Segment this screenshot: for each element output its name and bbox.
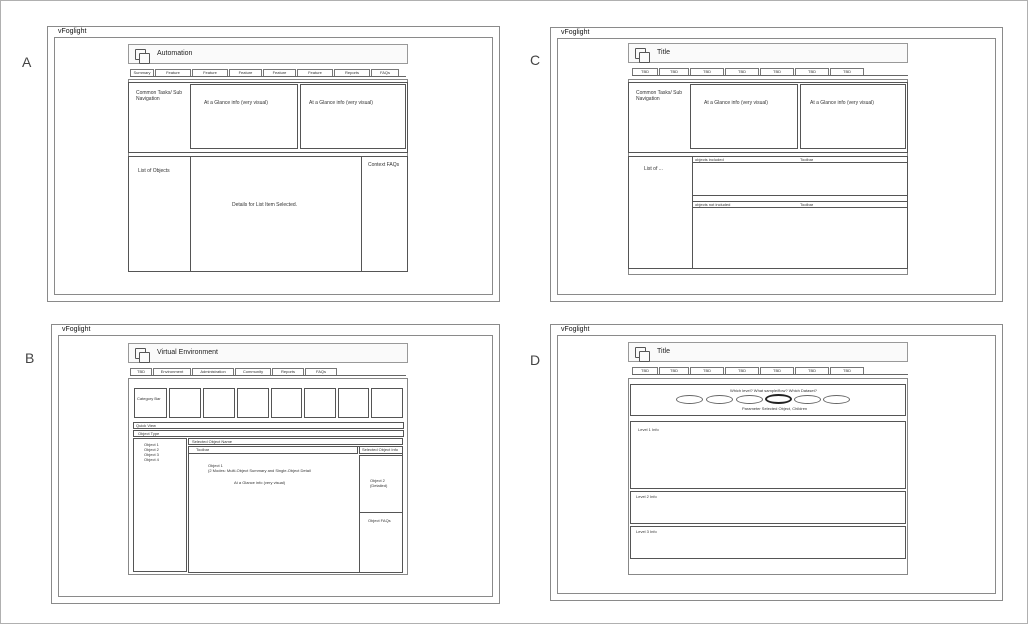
panel-a-app-title: vFoglight: [58, 28, 87, 35]
panel-a-tabs: [130, 69, 406, 77]
tab[interactable]: TBD: [659, 367, 689, 374]
object-type-label: Object Type: [138, 431, 160, 436]
tab[interactable]: TBD: [760, 367, 794, 374]
category-cell[interactable]: [371, 388, 403, 418]
option-oval[interactable]: [823, 395, 850, 404]
tab[interactable]: Summary: [130, 69, 154, 76]
option-oval[interactable]: [676, 395, 703, 404]
tab[interactable]: Administration: [192, 368, 234, 375]
panel-b-app-title: vFoglight: [62, 326, 91, 333]
object-detail-text: Object 1 (2 Modes: Multi-Object Summary and Single-Object Detail: [208, 463, 311, 473]
object-type-bar: [133, 430, 404, 437]
glance-box-2: [300, 84, 406, 149]
selector-question: Which level? What sample/flow? Which Dataset?: [730, 388, 817, 393]
panel-a-header: [128, 44, 408, 64]
level-1-box: [630, 421, 906, 489]
toolbar-bar: [188, 446, 358, 454]
panel-c-tabs: [632, 68, 908, 76]
toolbar-label: Toolbar: [800, 157, 814, 162]
tab[interactable]: Feature: [229, 69, 262, 76]
glance-label-1: At a Glance info (very visual): [704, 100, 768, 106]
tab[interactable]: TBD: [795, 68, 829, 75]
panel-d-tabs: [632, 367, 908, 375]
panel-b-header-title: Virtual Environment: [157, 349, 218, 356]
tab[interactable]: TBD: [690, 367, 724, 374]
tab[interactable]: TBD: [659, 68, 689, 75]
list-item[interactable]: Object 2: [144, 447, 159, 452]
window-icon: [635, 48, 646, 59]
tab[interactable]: Reports: [272, 368, 304, 375]
tab[interactable]: TBD: [690, 68, 724, 75]
list-item[interactable]: Object 4: [144, 457, 159, 462]
selector-caption: Parameter Selected Object, Children: [742, 406, 808, 411]
included-label: objects included: [695, 157, 724, 162]
tab[interactable]: TBD: [830, 68, 864, 75]
tab[interactable]: Community: [235, 368, 271, 375]
glance-label-2: At a Glance info (very visual): [810, 100, 874, 106]
option-oval[interactable]: [736, 395, 763, 404]
category-cell[interactable]: [338, 388, 369, 418]
level-2-box: [630, 491, 906, 524]
list-of-objects-label: List of Objects: [138, 168, 170, 174]
tab[interactable]: FAQs: [305, 368, 337, 375]
category-bar-box: [134, 388, 167, 418]
panel-c-letter: C: [530, 52, 541, 68]
option-oval-selected[interactable]: [765, 394, 792, 404]
panel-b-letter: B: [25, 350, 35, 366]
tab[interactable]: TBD: [632, 68, 658, 75]
not-included-label: objects not included: [695, 202, 731, 207]
common-tasks-label: Common Tasks/ Sub Navigation: [636, 90, 683, 102]
tab[interactable]: TBD: [725, 367, 759, 374]
object-2-label: Object 2 (Detailed): [370, 478, 388, 488]
panel-d-app-title: vFoglight: [561, 326, 590, 333]
panel-b-tabs: [130, 368, 406, 376]
common-tasks-label: Common Tasks/ Sub Navigation: [136, 90, 183, 102]
panel-c-app-title: vFoglight: [561, 29, 590, 36]
window-icon: [135, 49, 146, 60]
list-item[interactable]: Object 1: [144, 442, 159, 447]
divider: [692, 195, 908, 196]
selected-object-label: Selected Object Name: [192, 439, 233, 444]
glance-box-1: [190, 84, 298, 149]
objects-pane: [692, 156, 908, 269]
list-item[interactable]: Object 3: [144, 452, 159, 457]
glance-label-1: At a Glance info (very visual): [204, 100, 268, 106]
level-2-label: Level 2 Info: [636, 494, 657, 499]
level-1-label: Level 1 Info: [638, 427, 659, 432]
window-icon: [635, 347, 646, 358]
option-oval[interactable]: [706, 395, 733, 404]
tab[interactable]: Reports: [334, 69, 370, 76]
level-3-label: Level 3 Info: [636, 529, 657, 534]
tab[interactable]: FAQs: [371, 69, 399, 76]
quick-view-bar: [133, 422, 404, 429]
category-cell[interactable]: [203, 388, 235, 418]
tab[interactable]: Feature: [155, 69, 191, 76]
tab[interactable]: TBD: [760, 68, 794, 75]
tab[interactable]: Feature: [263, 69, 296, 76]
level-3-box: [630, 526, 906, 559]
tab[interactable]: Environment: [153, 368, 191, 375]
panel-d-header: [628, 342, 908, 362]
panel-c-header: [628, 43, 908, 63]
category-bar-label: Category Bar: [137, 396, 161, 401]
tab[interactable]: TBD: [130, 368, 152, 375]
tab[interactable]: Feature: [192, 69, 228, 76]
related-info-label: Selected Object Info: [362, 447, 399, 452]
toolbar-label: Toolbar: [196, 447, 210, 452]
panel-d-header-title: Title: [657, 348, 670, 355]
panel-c-header-title: Title: [657, 49, 670, 56]
glance-box-2: [800, 84, 906, 149]
glance-label-2: At a Glance info (very visual): [309, 100, 373, 106]
details-pane: [190, 156, 362, 272]
panel-d-letter: D: [530, 352, 541, 368]
tab[interactable]: TBD: [725, 68, 759, 75]
tab[interactable]: Feature: [297, 69, 333, 76]
window-icon: [135, 348, 146, 359]
tab[interactable]: TBD: [632, 367, 658, 374]
context-faqs-label: Context FAQs: [368, 162, 400, 168]
object-list: [133, 438, 187, 572]
quick-view-label: Quick View: [136, 423, 156, 428]
category-cell[interactable]: [271, 388, 302, 418]
object-faqs-label: Object FAQs: [368, 518, 391, 523]
panel-a-header-title: Automation: [157, 50, 193, 57]
option-oval[interactable]: [794, 395, 821, 404]
category-cell[interactable]: [304, 388, 336, 418]
category-cell[interactable]: [237, 388, 269, 418]
list-of-label: List of ...: [644, 166, 663, 172]
category-cell[interactable]: [169, 388, 201, 418]
panel-a-letter: A: [22, 54, 32, 70]
glance-box-1: [690, 84, 798, 149]
object-glance-label: At a Glance info (very visual): [234, 480, 286, 485]
toolbar-label: Toolbar: [800, 202, 814, 207]
tab[interactable]: TBD: [830, 367, 864, 374]
details-label: Details for List Item Selected.: [232, 202, 298, 208]
tab[interactable]: TBD: [795, 367, 829, 374]
panel-b-header: [128, 343, 408, 363]
